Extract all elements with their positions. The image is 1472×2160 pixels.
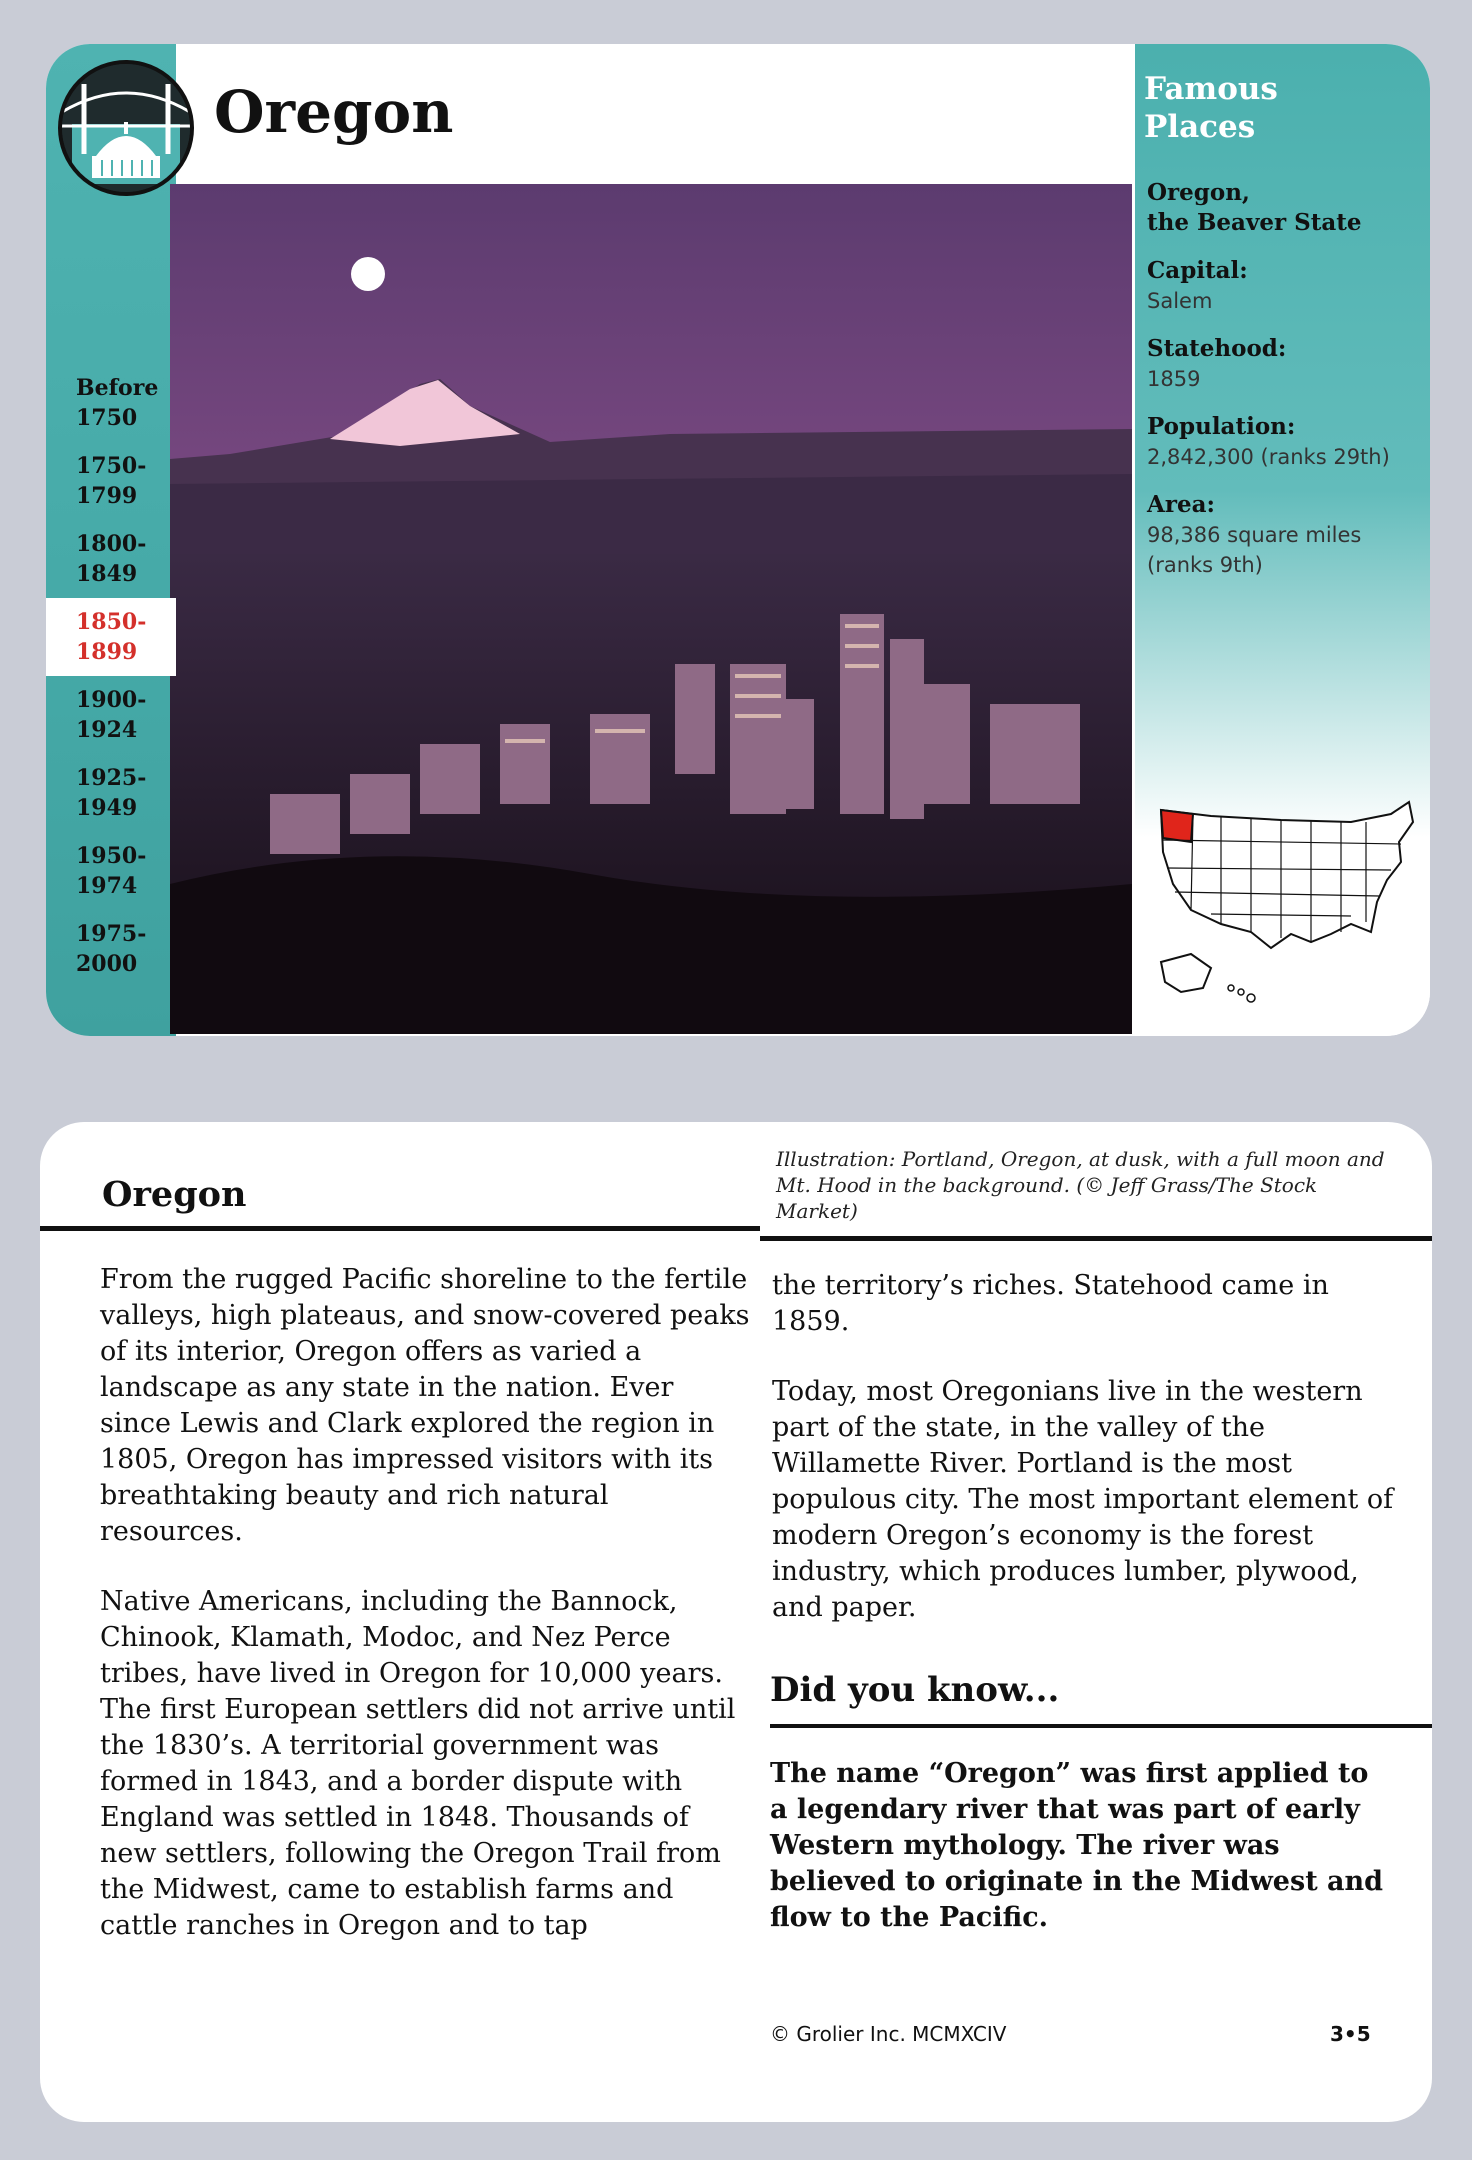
category-label: Famous Places bbox=[1144, 71, 1278, 145]
card-title: Oregon bbox=[214, 78, 454, 146]
did-you-know-text: The name “Oregon” was first applied to a legendary river that was part of early Western mythology. The river was believed to originate in the Midwest and flow to the Pacific. bbox=[770, 1758, 1384, 1933]
era-item[interactable]: 1925- 1949 bbox=[76, 765, 147, 821]
portland-dusk-photo bbox=[170, 184, 1132, 1034]
era-item[interactable]: Before 1750 bbox=[76, 375, 159, 431]
era-item[interactable]: 1750- 1799 bbox=[76, 453, 147, 509]
back-card bbox=[40, 1122, 1432, 2122]
era-timeline bbox=[46, 364, 176, 988]
era-item-active[interactable]: 1850- 1899 bbox=[46, 598, 176, 676]
card-number: 3•5 bbox=[1330, 2022, 1371, 2046]
front-card bbox=[46, 44, 1430, 1036]
title-rule bbox=[40, 1226, 760, 1231]
caption-rule bbox=[760, 1236, 1432, 1241]
area-label: Area: bbox=[1147, 491, 1215, 518]
right-column bbox=[772, 1268, 1402, 1660]
bridge-and-capitol-dome-icon bbox=[58, 60, 194, 196]
statehood-label: Statehood: bbox=[1147, 335, 1287, 362]
era-item[interactable]: 1975- 2000 bbox=[76, 921, 147, 977]
body-paragraph: the territory’s riches. Statehood came in 1859. bbox=[772, 1270, 1329, 1337]
photo-caption: Illustration: Portland, Oregon, at dusk, with a full moon and Mt. Hood in the background. (© Jeff Grass/The Stock Market) bbox=[776, 1147, 1385, 1223]
us-map-oregon-highlighted-icon bbox=[1151, 792, 1421, 1022]
did-you-know-rule bbox=[770, 1724, 1432, 1728]
body-paragraph: Native Americans, including the Bannock, Chinook, Klamath, Modoc, and Nez Perce tribes, have lived in Oregon for 10,000 years. The first European settlers did not arrive until the 1830’s. A territorial government was formed in 1843, and a border dispute with England was settled in 1848. Thousands of new settlers, following the Oregon Trail from the Midwest, came to establish farms and cattle ranches in Oregon and to tap bbox=[100, 1586, 736, 1941]
era-item[interactable]: 1900- 1924 bbox=[76, 687, 147, 743]
statehood-value: 1859 bbox=[1147, 367, 1201, 391]
back-title: Oregon bbox=[102, 1174, 247, 1215]
copyright: © Grolier Inc. MCMXCIV bbox=[770, 2022, 1007, 2046]
left-column bbox=[100, 1262, 750, 1978]
body-paragraph: From the rugged Pacific shoreline to the fertile valleys, high plateaus, and snow-covered peaks of its interior, Oregon offers as varied a landscape as any state in the nation. Ever since Lewis and Clark explored the region in 1805, Oregon has impressed visitors with its breathtaking beauty and rich natural resources. bbox=[100, 1264, 750, 1547]
population-label: Population: bbox=[1147, 413, 1296, 440]
era-item[interactable]: 1800- 1849 bbox=[76, 531, 147, 587]
did-you-know-heading: Did you know... bbox=[770, 1670, 1060, 1710]
area-value: 98,386 square miles (ranks 9th) bbox=[1147, 523, 1362, 577]
population-value: 2,842,300 (ranks 29th) bbox=[1147, 445, 1390, 469]
capital-label: Capital: bbox=[1147, 257, 1248, 284]
state-facts bbox=[1147, 178, 1427, 598]
era-item[interactable]: 1950- 1974 bbox=[76, 843, 147, 899]
body-paragraph: Today, most Oregonians live in the western part of the state, in the valley of the Willamette River. Portland is the most populous city. The most important element of modern Oregon’s economy is the forest industry, which produces lumber, plywood, and paper. bbox=[772, 1376, 1394, 1623]
state-nickname: Oregon, the Beaver State bbox=[1147, 179, 1362, 236]
capital-value: Salem bbox=[1147, 289, 1213, 313]
